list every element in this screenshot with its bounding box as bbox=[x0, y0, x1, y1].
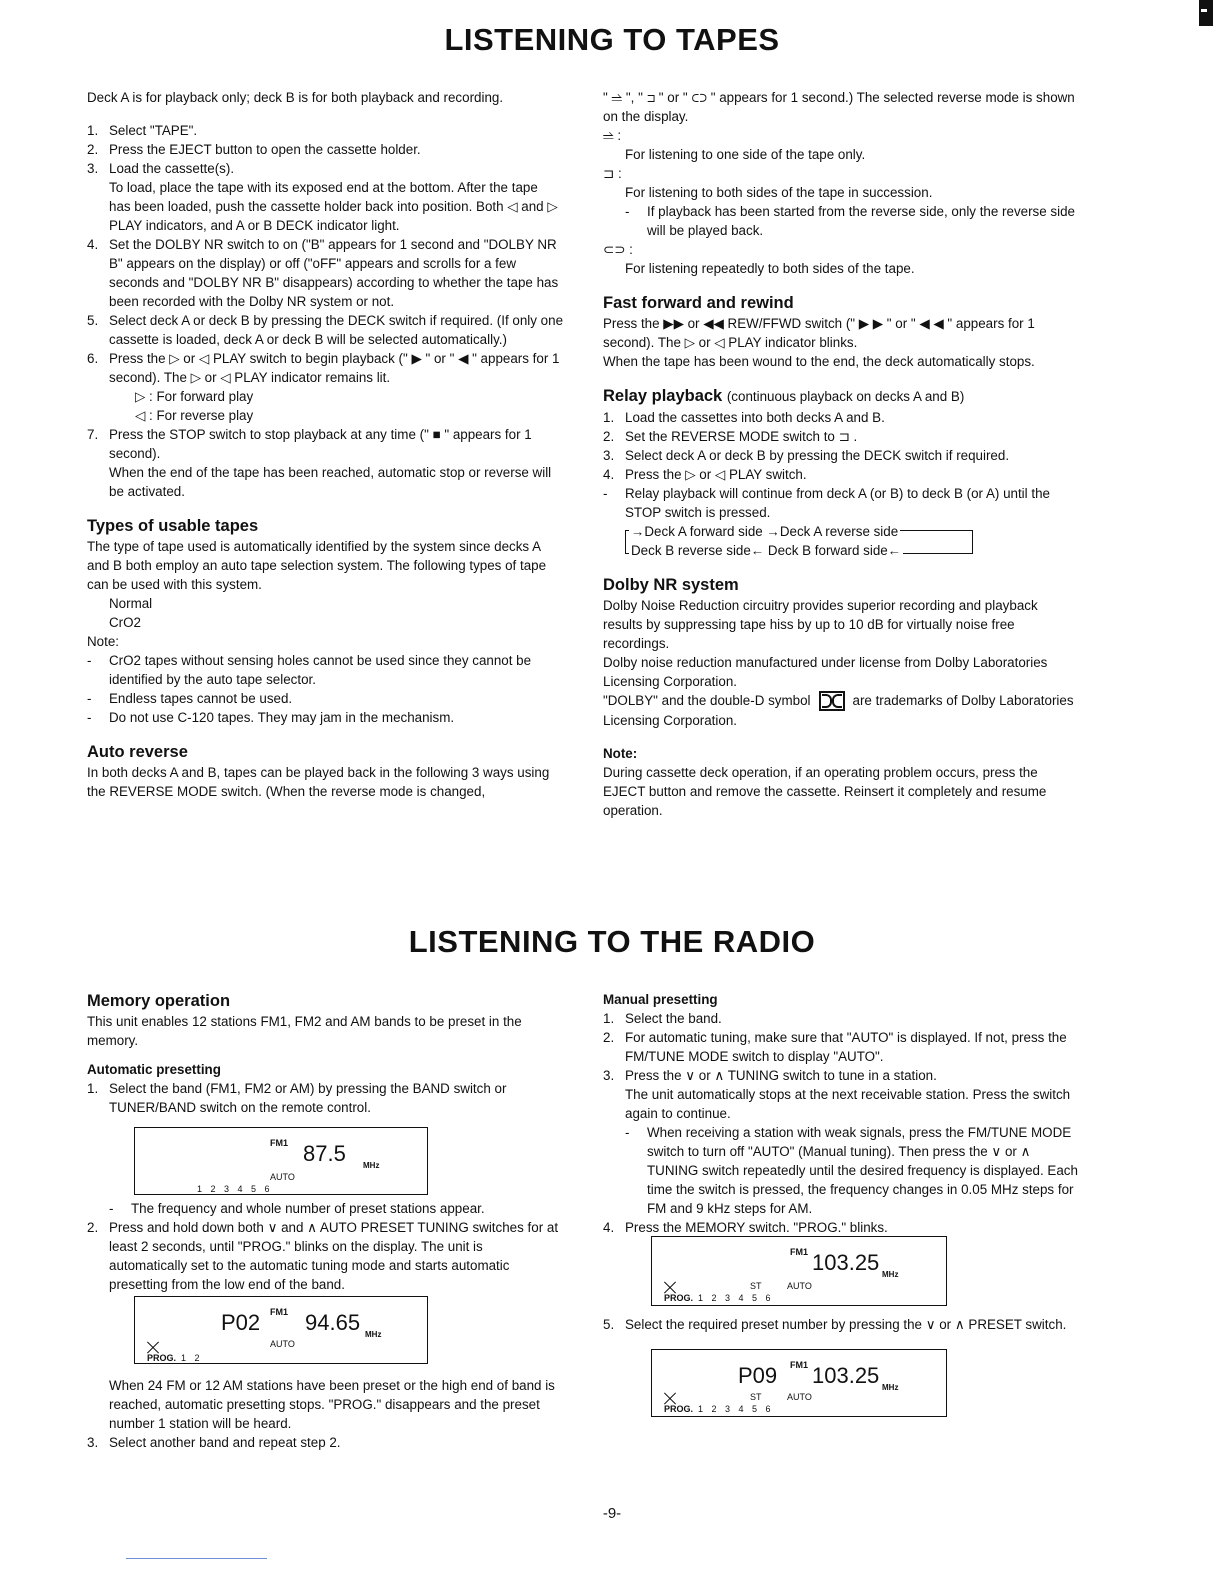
auto-after: When 24 FM or 12 AM stations have been preset or the high end of band is reached, automatic presetting stops. "PROG." disappears and the preset number 1 station will be heard. bbox=[109, 1378, 555, 1431]
list-item: 3. Select deck A or deck B by pressing the DECK switch if required. bbox=[603, 448, 1010, 463]
lcd-display-1: FM1 87.5 MHz AUTO 1 2 3 4 5 6 bbox=[134, 1127, 428, 1195]
list-item: 2. Set the REVERSE MODE switch to ⊐ . bbox=[603, 429, 858, 444]
lcd-display-3: FM1 103.25 MHz ST AUTO PROG. 1 2 3 4 5 6 bbox=[651, 1236, 947, 1306]
manual-step3b: The unit automatically stops at the next receivable station. Press the switch again to continue. bbox=[625, 1087, 1071, 1121]
lcd-display-2: FM1 P02 94.65 MHz AUTO PROG. 1 2 bbox=[134, 1296, 428, 1364]
auto-note1: - The frequency and whole number of preset stations appear. bbox=[109, 1199, 563, 1218]
reverse-mode-both-sides-text: For listening to both sides of the tape in succession. bbox=[625, 185, 933, 200]
ff-text: Press the ▶▶ or ◀◀ REW/FFWD switch (" ▶ ▶ " or " ◀ ◀ " appears for 1 second). The ▷ or ◁ PLAY indicator blinks. bbox=[603, 316, 1035, 350]
list-item: 5. Select deck A or deck B by pressing the DECK switch if required. (If only one cassette is loaded, deck A or deck B will be selected automatically.) bbox=[87, 313, 564, 347]
type-normal: Normal bbox=[109, 596, 153, 611]
reverse-mode-one-side-text: For listening to one side of the tape only. bbox=[625, 147, 866, 162]
list-item: 2. Press the EJECT button to open the cassette holder. bbox=[87, 142, 421, 157]
tapes-left-column bbox=[87, 88, 563, 801]
relay-flow-line2: Deck B reverse side← Deck B forward side← bbox=[631, 543, 902, 558]
relay-steps bbox=[603, 408, 1079, 484]
list-item: 4. Press the ▷ or ◁ PLAY switch. bbox=[603, 467, 807, 482]
type-cro2: CrO2 bbox=[109, 615, 141, 630]
list-item: ▷ : For forward play bbox=[135, 389, 254, 404]
tapes-title: LISTENING TO TAPES bbox=[444, 22, 780, 57]
relay-flow-diagram bbox=[603, 522, 1079, 560]
note2-label: Note: bbox=[603, 746, 638, 762]
auto-reverse-heading: Auto reverse bbox=[87, 743, 188, 761]
dolby-double-d-icon bbox=[819, 691, 845, 711]
relay-subtitle: (continuous playback on decks A and B) bbox=[726, 389, 965, 404]
list-item: 4. Set the DOLBY NR switch to on ("B" appears for 1 second and "DOLBY NR B" appears on the display) or off ("oFF" appears and scrolls for a few seconds and "DOLBY NR B" disappears) according to whether the tape has been recorded with the Dolby NR system or not. bbox=[87, 237, 559, 309]
reverse-mode-repeat-text: For listening repeatedly to both sides of the tape. bbox=[625, 261, 915, 276]
dolby-heading: Dolby NR system bbox=[603, 576, 739, 594]
manual-presetting-heading: Manual presetting bbox=[603, 992, 718, 1007]
auto-step2: 2. Press and hold down both ∨ and ∧ AUTO PRESET TUNING switches for at least 2 seconds, until "PROG." blinks on the display. The unit is automatically set to the automatic tuning mode and starts automatic presetting from the low end of the band. bbox=[87, 1220, 559, 1292]
tapes-intro: Deck A is for playback only; deck B is for both playback and recording. bbox=[87, 90, 504, 105]
list-item: 6. Press the ▷ or ◁ PLAY switch to begin playback (" ▶ " or " ◀ " appears for 1 second). The ▷ or ◁ PLAY indicator remains lit. bbox=[87, 351, 560, 385]
manual-step4: 4. Press the MEMORY switch. "PROG." blinks. bbox=[603, 1220, 888, 1235]
dolby-text2: Dolby noise reduction manufactured under license from Dolby Laboratories Licensing Corporation. bbox=[603, 655, 1048, 689]
note2-text: During cassette deck operation, if an operating problem occurs, press the EJECT button and remove the cassette. Reinsert it completely and resume operation. bbox=[603, 765, 1047, 819]
auto-reverse-text: In both decks A and B, tapes can be played back in the following 3 ways using the REVERSE MODE switch. (When the reverse mode is changed, bbox=[87, 765, 550, 799]
list-item: 3. Load the cassette(s). bbox=[87, 161, 235, 176]
lcd-display-4: FM1 P09 103.25 MHz ST AUTO PROG. 1 2 3 4 5 6 bbox=[651, 1349, 947, 1417]
reverse-mode-one-side-icon: ⥬ : bbox=[603, 128, 622, 143]
radio-left-column bbox=[87, 990, 563, 1452]
list-item: 1. Select "TAPE". bbox=[87, 123, 198, 138]
types-text: The type of tape used is automatically identified by the system since decks A and B both employ an auto tape selection system. The following types of tape can be used with this system. bbox=[87, 539, 547, 592]
auto-step1: 1. Select the band (FM1, FM2 or AM) by pressing the BAND switch or TUNER/BAND switch on the remote control. bbox=[87, 1081, 507, 1115]
manual-step3-note: - When receiving a station with weak signals, press the FM/TUNE MODE switch to turn off "AUTO" (Manual tuning). Then press the ∨ or ∧ TUNING switch repeatedly until the desired frequency is displayed. Each time the switch is pressed, the frequency changes in 0.05 MHz steps for FM and 9 kHz steps for AM. bbox=[625, 1123, 1079, 1218]
manual-step3: 3. Press the ∨ or ∧ TUNING switch to tune in a station. bbox=[603, 1068, 937, 1083]
auto-presetting-heading: Automatic presetting bbox=[87, 1062, 221, 1077]
manual-step5: 5. Select the required preset number by pressing the ∨ or ∧ PRESET switch. bbox=[603, 1317, 1067, 1332]
list-item: - Do not use C-120 tapes. They may jam in the mechanism. bbox=[87, 708, 563, 727]
reverse-mode-continuation: " ⥬ ", " ⊐ " or " ⊂⊃ " appears for 1 second.) The selected reverse mode is shown on the display. bbox=[603, 90, 1075, 124]
tapes-steps bbox=[87, 121, 563, 501]
reverse-mode-repeat-icon: ⊂⊃ : bbox=[603, 242, 633, 257]
list-item: When the end of the tape has been reached, automatic stop or reverse will be activated. bbox=[109, 465, 552, 499]
relay-heading: Relay playback (continuous playback on decks A and B) bbox=[603, 387, 965, 405]
ff-text2: When the tape has been wound to the end, the deck automatically stops. bbox=[603, 354, 1035, 369]
bottom-rule bbox=[126, 1558, 267, 1559]
list-item: - CrO2 tapes without sensing holes cannot be used since they cannot be identified by the auto tape selector. bbox=[87, 651, 563, 689]
types-heading: Types of usable tapes bbox=[87, 517, 259, 535]
corner-tab-mark bbox=[1199, 0, 1213, 26]
manual-step2: 2. For automatic tuning, make sure that "AUTO" is displayed. If not, press the FM/TUNE MODE switch to display "AUTO". bbox=[603, 1030, 1067, 1064]
list-item: 1. Load the cassettes into both decks A and B. bbox=[603, 410, 885, 425]
memory-heading: Memory operation bbox=[87, 992, 231, 1010]
tape-notes bbox=[87, 651, 563, 727]
radio-title: LISTENING TO THE RADIO bbox=[408, 924, 816, 959]
dolby-text3: "DOLBY" and the double-D symbol are trademarks of Dolby Laboratories Licensing Corporation. bbox=[603, 693, 1074, 729]
manual-step1: 1. Select the band. bbox=[603, 1011, 722, 1026]
note-label: Note: bbox=[87, 634, 120, 649]
tapes-right-column bbox=[603, 88, 1079, 820]
auto-step3: 3. Select another band and repeat step 2. bbox=[87, 1435, 341, 1450]
reverse-mode-both-sides-note: - If playback has been started from the reverse side, only the reverse side will be played back. bbox=[625, 202, 1079, 240]
memory-text: This unit enables 12 stations FM1, FM2 and AM bands to be preset in the memory. bbox=[87, 1014, 522, 1048]
dolby-text1: Dolby Noise Reduction circuitry provides superior recording and playback results by suppressing tape hiss by up to 10 dB for virtually noise free recordings. bbox=[603, 598, 1038, 651]
reverse-mode-both-sides-icon: ⊐ : bbox=[603, 166, 622, 181]
ff-heading: Fast forward and rewind bbox=[603, 294, 794, 312]
relay-flow-line1: →Deck A forward side →Deck A reverse side bbox=[631, 524, 899, 539]
relay-note: - Relay playback will continue from deck A (or B) to deck B (or A) until the STOP switch is pressed. bbox=[603, 484, 1079, 522]
list-item: 7. Press the STOP switch to stop playback at any time (" ■ " appears for 1 second). bbox=[87, 427, 532, 461]
list-item: - Endless tapes cannot be used. bbox=[87, 689, 563, 708]
list-item: To load, place the tape with its exposed end at the bottom. After the tape has been loaded, push the cassette holder back into position. Both ◁ and ▷ PLAY indicators, and A or B DECK indicator light. bbox=[109, 180, 558, 233]
list-item: ◁ : For reverse play bbox=[135, 408, 254, 423]
page-number: -9- bbox=[602, 1505, 622, 1522]
